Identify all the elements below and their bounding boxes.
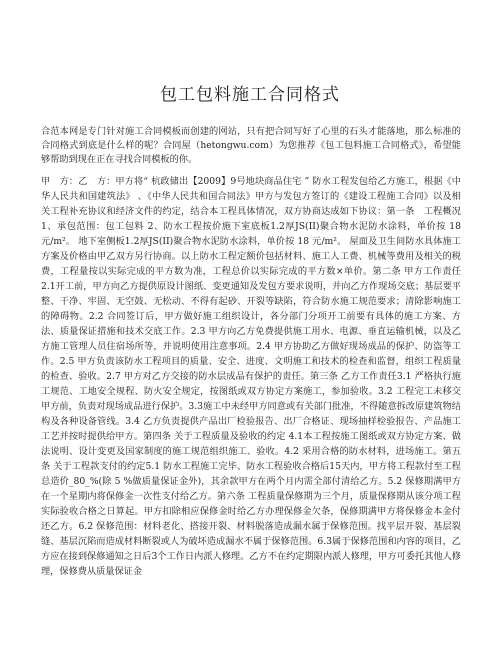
- contract-body: 甲 方：乙 方：甲方将“ 杭政储出【2009】9号地块商品住宅 ” 防水工程发包给乙方施工，根据《中华人民共和国建筑法》 、《中华人民共和国合同法》甲方与发包方签订的《建设工程施工合同》以及相关工程补充协议和经济文件的约定，结合本工程具体情况，双方协商达成如下协议：第一条 工程概况1、承包范围：包工包料 2、防水工程按价施下室底板1.2厚JS(II)聚合物水泥防水涂料，单价按 18 元/m²。 地下室侧板1.2厚JS(II)聚合物水泥防水涂料，单价按 18 元/m²。 屋面及卫生间防水具体施工方案及价格由甲乙双方另行协商。以上防水工程定额价包括材料、施工人工费、机械等费用及相关的税费，工程量按以实际完成的平方数为准，工程总价以实际完成的平方数×单价。第二条 甲方工作责任2.1开工前，甲方向乙方提供原设计图纸、变更通知及发包方要求说明，并向乙方作现场交底；基层要平整、干净、牢固、无空鼓、无松动、不得有起砂、开裂等缺陷，符合防水施工规范要求；清除影响施工的障碍物。2.2 合同签订后，甲方做好施工组织设计，各分部门分项开工前要有具体的施工方案、方法、质量保证措施和技术交底工作。2.3 甲方向乙方免费提供施工用水、电源、垂直运输机械，以及乙方施工管理人员住宿场所等，并说明使用注意事项。2.4 甲方协助乙方做好现场成品的保护、防盗等工作。2.5 甲方负责该防水工程项目的质量、安全、进度、文明施工和技术的检查和监督，组织工程质量的检查、验收。2.7 甲方对乙方交接的防水层成品有保护的责任。第三条 乙方工作责任3.1 严格执行施工规范、工地安全规程、防火安全规定，按图纸或双方协定方案施工，参加验收。3.2 工程完工未移交甲方前，负责对现场成品进行保护。3.3施工中未经甲方同意或有关部门批准，不得随意拆改原建筑物结构及各种设备管线。3.4 乙方负责提供产品出厂检验报告、出厂合格证、现场抽样检验报告、产品施工工艺并按时提供给甲方。第四条 关于工程质量及验收的约定 4.1本工程按施工图纸或双方协定方案、做法说明、设计变更及国家制度的施工规范组织施工、验收。4.2 采用合格的防水材料，进场施工。第五条 关于工程款支付的约定5.1 防水工程施工完毕、防水工程验收合格后15天内，甲方将工程款付至工程总造价_80_%(除 5 %做质量保证金外)，其余款甲方在两个月内需全部付清给乙方。5.2 保修期满甲方在一个星期内将保修金一次性支付给乙方。第六条 工程质量保修期为三个月，质量保修期从该分项工程实际验收合格之日算起。甲方扣除相应保修金时给乙方办理保修金欠条，保修期满甲方将保修金本金付还乙方。6.2 保修范围：材料老化、搭接开裂、材料脱落造成漏水属于保修范围。找平层开裂、基层裂缝、基层沉陷而造成材料断裂或人为破坏造成漏水不属于保修范围。6.3属于保修范围和内容的项目，乙方应在接到保修通知之日后3个工作日内派人修理。乙方不在约定期限内派人修理，甲方可委托其他人修理，保修费从质量保证金: [41, 176, 461, 577]
- document-title: 包工包料施工合同格式: [160, 85, 340, 105]
- intro-paragraph: 合范本网是专门针对施工合同模板而创建的网站，只有把合同写好了心里的石头才能落地，那么标准的合同格式到底是什么样的呢？合同屋（hetongwu.com）为您推荐《包工包料施工合同格式》，希望能够帮助到现在正在寻找合同模板的你。: [41, 126, 461, 165]
